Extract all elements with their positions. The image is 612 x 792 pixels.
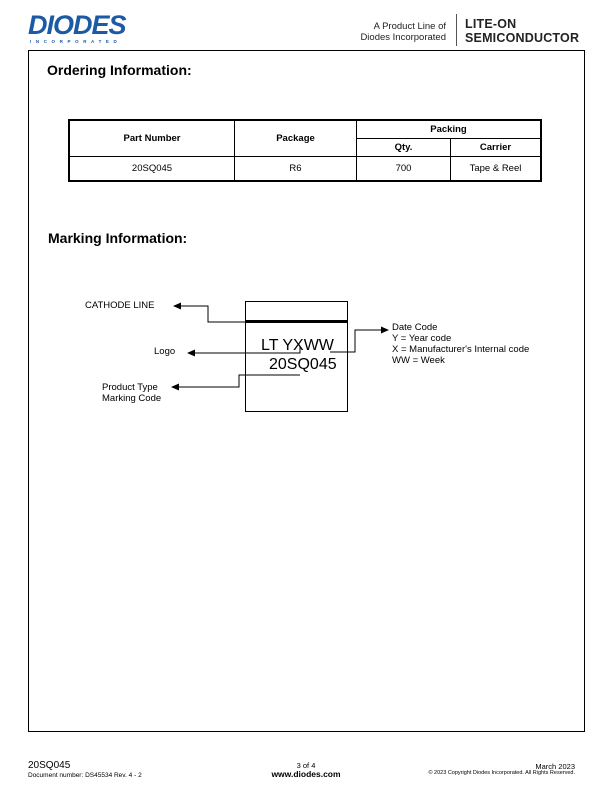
logo-leader-line: [194, 346, 300, 353]
package-marking-line-2: 20SQ045: [269, 356, 337, 373]
footer-website-link[interactable]: www.diodes.com: [271, 769, 341, 779]
footer-page-number: 3 of 4: [296, 761, 316, 770]
product-type-line-2: Marking Code: [102, 393, 162, 404]
header-carrier: Carrier: [451, 139, 542, 157]
product-type-leader-line: [178, 375, 300, 387]
diodes-logo: DIODES: [28, 10, 126, 40]
marking-title: Marking Information:: [48, 230, 188, 246]
diodes-logo-subtext: INCORPORATED: [30, 39, 122, 44]
product-type-line-1: Product Type: [102, 382, 158, 393]
product-line-text-1: A Product Line of: [373, 21, 446, 32]
package-marking-line-1: LT YXWW: [261, 337, 334, 354]
header-packing: Packing: [357, 120, 542, 139]
product-type-arrowhead: [171, 384, 179, 391]
header-package: Package: [235, 120, 357, 157]
logo-arrowhead: [187, 350, 195, 357]
year-code-line: Y = Year code: [392, 333, 452, 344]
footer-copyright: © 2023 Copyright Diodes Incorporated. All Rights Reserved.: [428, 770, 575, 776]
brand-line-2: SEMICONDUCTOR: [465, 31, 580, 45]
cathode-arrowhead: [173, 303, 181, 310]
product-line-text-2: Diodes Incorporated: [360, 32, 446, 43]
footer-part-number: 20SQ045: [28, 760, 71, 771]
brand-line-1: LITE-ON: [465, 17, 517, 31]
date-code-leader-line: [330, 330, 382, 352]
footer-date: March 2023: [535, 762, 575, 771]
cell-package: R6: [235, 157, 357, 181]
cell-qty: 700: [357, 157, 451, 181]
internal-code-line: X = Manufacturer's Internal code: [392, 344, 530, 355]
cell-carrier: Tape & Reel: [451, 157, 542, 181]
ordering-title: Ordering Information:: [47, 62, 192, 78]
cathode-leader-line: [180, 306, 245, 322]
cell-part-number: 20SQ045: [69, 157, 235, 181]
header-part-number: Part Number: [69, 120, 235, 157]
week-code-line: WW = Week: [392, 355, 445, 366]
header-qty: Qty.: [357, 139, 451, 157]
date-code-arrowhead: [381, 327, 389, 334]
cathode-line-label: CATHODE LINE: [85, 300, 155, 311]
logo-label: Logo: [154, 346, 176, 357]
footer-document-number: Document number: DS45534 Rev. 4 - 2: [28, 772, 142, 779]
date-code-line: Date Code: [392, 322, 438, 333]
